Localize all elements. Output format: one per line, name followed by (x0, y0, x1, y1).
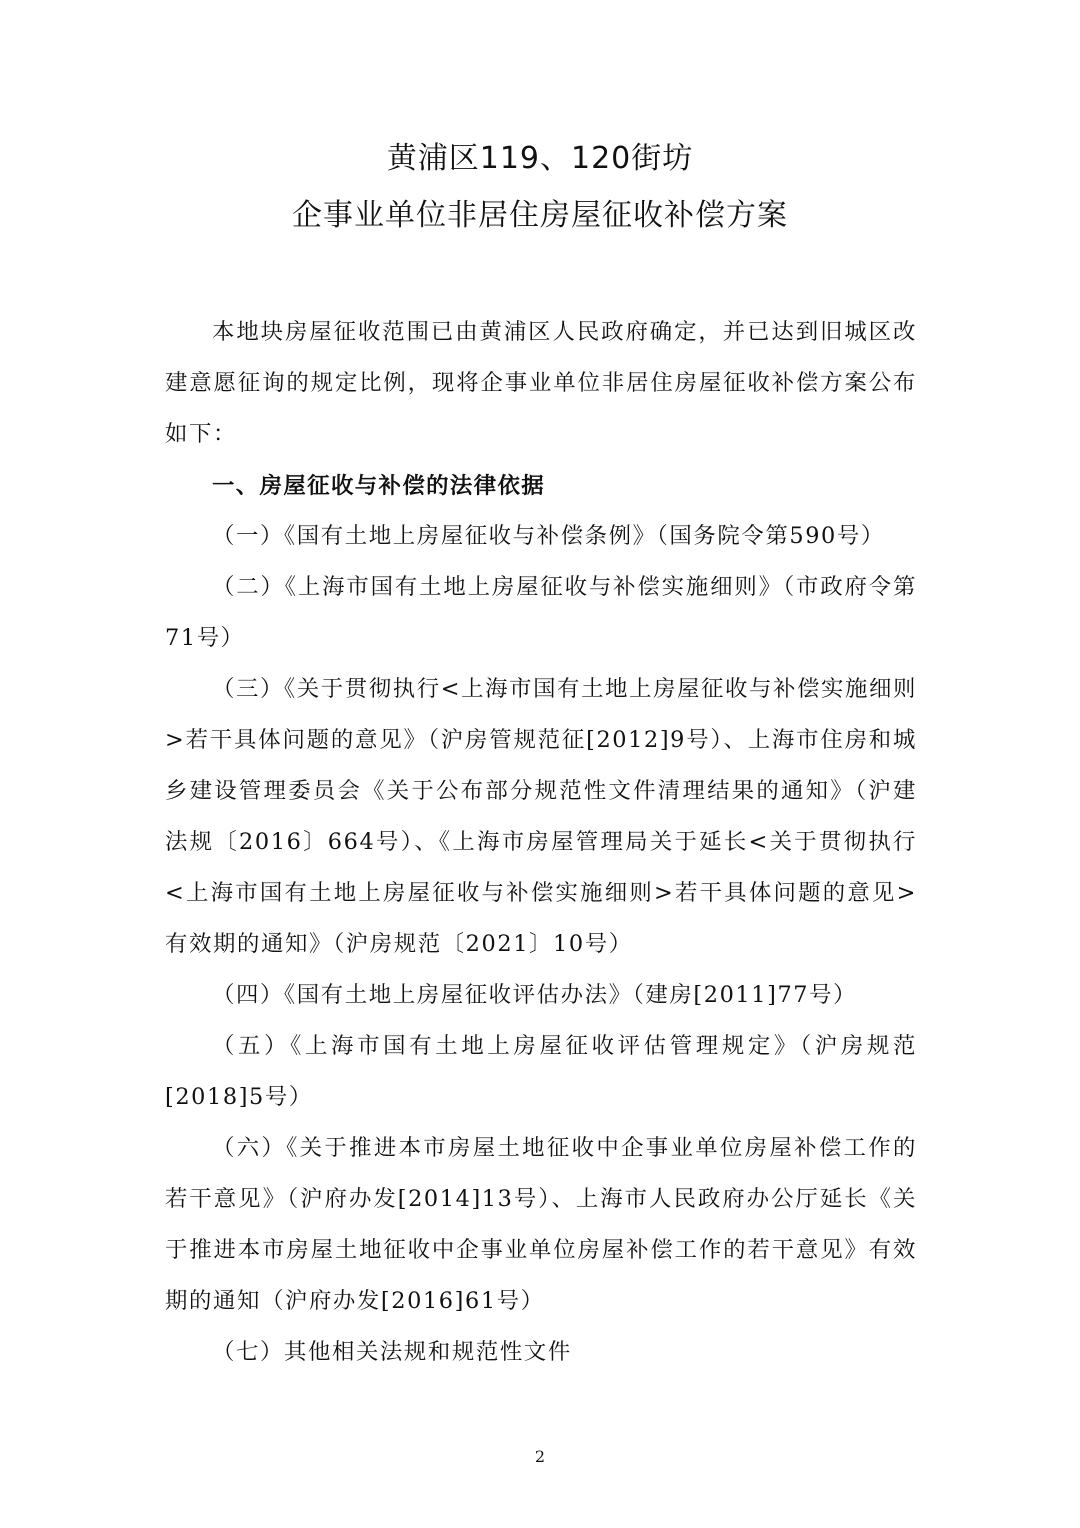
legal-basis-item-1: （一）《国有土地上房屋征收与补偿条例》（国务院令第590号） (212, 523, 885, 549)
legal-basis-item-5: （五）《上海市国有土地上房屋征收评估管理规定》（沪房规范[2018]5号） (165, 1033, 917, 1110)
intro-paragraph: 本地块房屋征收范围已由黄浦区人民政府确定，并已达到旧城区改建意愿征询的规定比例，现将企事业单位非居住房屋征收补偿方案公布如下： (165, 319, 917, 447)
legal-basis-item-4: （四）《国有土地上房屋征收评估办法》（建房[2011]77号） (212, 982, 858, 1008)
legal-basis-item-6: （六）《关于推进本市房屋土地征收中企事业单位房屋补偿工作的若干意见》（沪府办发[2014]13号）、上海市人民政府办公厅延长《关于推进本市房屋土地征收中企事业单位房屋补偿工作的若干意见》有效期的通知（沪府办发[2016]61号） (165, 1135, 917, 1314)
legal-basis-item-3: （三）《关于贯彻执行<上海市国有土地上房屋征收与补偿实施细则>若干具体问题的意见》（沪房管规范征[2012]9号）、上海市住房和城乡建设管理委员会《关于公布部分规范性文件清理结果的通知》（沪建法规〔2016〕664号）、《上海市房屋管理局关于延长<关于贯彻执行<上海市国有土地上房屋征收与补偿实施细则>若干具体问题的意见>有效期的通知》（沪房规范〔2021〕10号） (165, 676, 917, 957)
legal-basis-item-7: （七）其他相关法规和规范性文件 (212, 1339, 572, 1365)
document-title-line1: 黄浦区119、120街坊 (386, 141, 694, 176)
page-number: 2 (534, 1447, 546, 1466)
section-heading-legal-basis: 一、房屋征收与补偿的法律依据 (212, 473, 546, 499)
document-title-line2: 企事业单位非居住房屋征收补偿方案 (292, 198, 788, 233)
legal-basis-item-2: （二）《上海市国有土地上房屋征收与补偿实施细则》（市政府令第71号） (165, 574, 917, 651)
